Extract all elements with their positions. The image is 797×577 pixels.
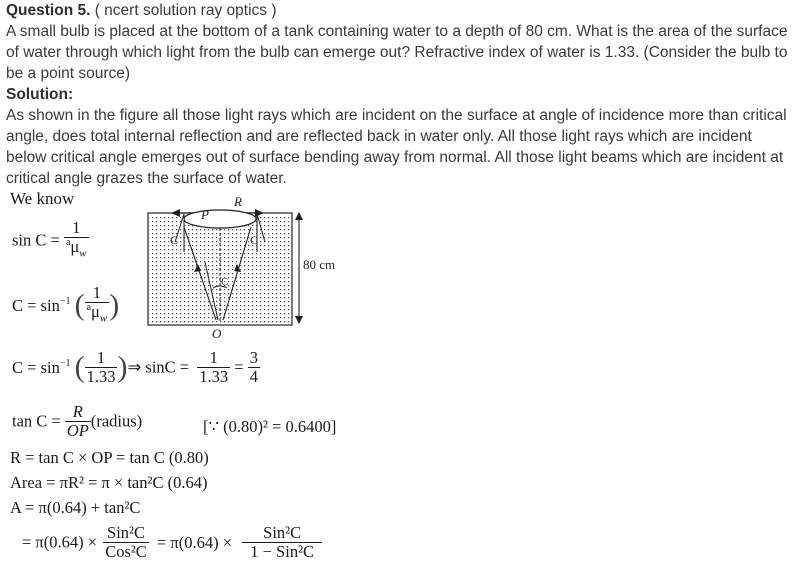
label-c-left: C bbox=[170, 233, 179, 247]
label-p: P bbox=[201, 207, 209, 222]
label-c-right: C bbox=[250, 233, 259, 247]
eq3-mid: ⇒ sinC = bbox=[127, 357, 190, 377]
depth-arrow-top bbox=[295, 212, 303, 220]
eq3-num-3: 3 bbox=[249, 348, 258, 367]
label-c-bottom: C bbox=[221, 276, 229, 288]
surface-arrowhead-right bbox=[255, 209, 264, 217]
equation-2 bbox=[12, 284, 119, 327]
eq8-fraction-2 bbox=[242, 524, 322, 561]
eq3-right-paren: ) bbox=[117, 350, 128, 384]
eq8-part-a: = π(0.64) × bbox=[22, 532, 98, 552]
surface-arrowhead-left bbox=[171, 209, 180, 217]
eq2-left bbox=[12, 296, 70, 315]
eq1-den-sub: w bbox=[79, 247, 87, 260]
eq3-left bbox=[12, 358, 70, 377]
eq1-denominator bbox=[64, 237, 89, 262]
question-label: Question 5. bbox=[6, 2, 91, 19]
eq3-num-2: 1 bbox=[209, 348, 218, 367]
emergence-circle bbox=[184, 210, 256, 228]
equation-1 bbox=[12, 219, 89, 262]
label-r: R bbox=[234, 194, 242, 209]
eq1-numerator: 1 bbox=[72, 218, 81, 237]
eq1-left: sin C = bbox=[12, 230, 60, 250]
eq8-num-2: Sin²C bbox=[263, 523, 302, 542]
eq4-denominator: OP bbox=[66, 421, 89, 440]
eq3-fraction-3 bbox=[248, 349, 260, 386]
eq3-left-text: C = sin bbox=[12, 357, 60, 377]
eq8-part-b: = π(0.64) × bbox=[156, 532, 233, 552]
eq4-fraction bbox=[65, 403, 91, 440]
eq8-fraction-1 bbox=[103, 524, 149, 561]
eq2-left-text: C = sin bbox=[12, 295, 60, 315]
equation-5: R = tan C × OP = tan C (0.80) bbox=[10, 448, 209, 467]
eq2-denominator bbox=[85, 302, 110, 327]
eq3-den-2: 1.33 bbox=[199, 367, 229, 386]
equation-4 bbox=[12, 403, 142, 440]
eq3-fraction-1 bbox=[85, 349, 118, 386]
eq2-left-paren: ( bbox=[74, 288, 85, 322]
eq2-fraction bbox=[85, 284, 110, 327]
question-source: ( ncert solution ray optics ) bbox=[90, 2, 277, 19]
label-o: O bbox=[212, 326, 222, 341]
eq3-sup: −1 bbox=[59, 357, 71, 369]
eq4-radius: (radius) bbox=[90, 411, 143, 431]
equation-8 bbox=[22, 524, 322, 561]
eq3-equals: = bbox=[234, 357, 244, 377]
question-text: A small bulb is placed at the bottom of a tank containing water to a depth of 80 cm. What is the area of the surface of water through which light from the bulb can emerge out? Refractive index of water is 1.33. (Consider the bulb to be a point source) bbox=[6, 23, 788, 82]
question-header bbox=[6, 0, 276, 21]
eq8-num-1: Sin²C bbox=[107, 523, 145, 542]
we-know-text: We know bbox=[10, 189, 75, 208]
equation-6: Area = πR² = π × tan²C (0.64) bbox=[10, 473, 208, 492]
eq2-den-sub: w bbox=[99, 312, 108, 325]
eq2-numerator: 1 bbox=[92, 283, 102, 302]
equation-3 bbox=[12, 349, 260, 386]
eq1-den-sup: a bbox=[65, 237, 71, 248]
eq8-den-2: 1 − Sin²C bbox=[242, 542, 322, 561]
eq2-den-sup: a bbox=[86, 302, 92, 313]
eq2-right-paren: ) bbox=[109, 288, 120, 322]
eq2-den-mu: μ bbox=[91, 302, 100, 321]
label-depth: 80 cm bbox=[303, 257, 336, 272]
eq3-den-1: 1.33 bbox=[86, 367, 116, 386]
eq4-note: [∵ (0.80)² = 0.6400] bbox=[203, 417, 337, 436]
eq1-den-mu: μ bbox=[70, 237, 80, 256]
solution-label: Solution: bbox=[6, 86, 74, 103]
eq3-den-3: 4 bbox=[249, 367, 258, 386]
eq2-sup: −1 bbox=[59, 295, 71, 307]
eq3-fraction-2 bbox=[197, 349, 230, 386]
eq4-numerator: R bbox=[72, 402, 83, 421]
equation-7: A = π(0.64) + tan²C bbox=[10, 498, 141, 517]
eq4-left: tan C = bbox=[12, 411, 61, 431]
eq8-den-1: Cos²C bbox=[105, 542, 147, 561]
depth-arrow-bottom bbox=[295, 316, 303, 324]
eq1-fraction bbox=[64, 219, 89, 262]
solution-text: As shown in the figure all those light rays which are incident on the surface at angle of incidence more than critical angle, does total internal reflection and are reflected back in water only. All those light rays which are incident below critical angle emerges out of surface bending away from normal. All those light beams which are incident at critical angle grazes the surface of water. bbox=[6, 107, 787, 187]
eq3-left-paren: ( bbox=[74, 350, 85, 384]
eq3-num-1: 1 bbox=[96, 348, 106, 367]
tank-diagram bbox=[143, 192, 353, 342]
